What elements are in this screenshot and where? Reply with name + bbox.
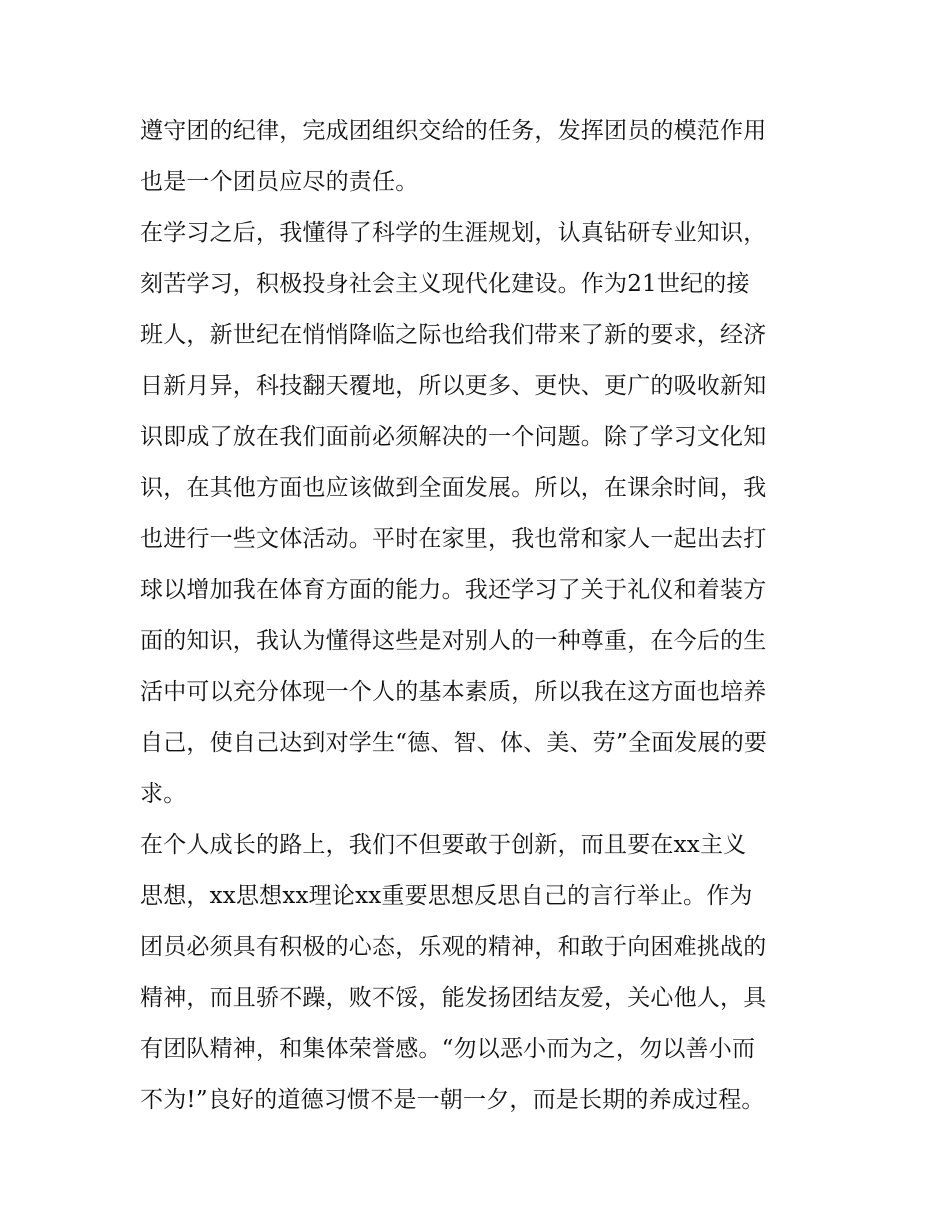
text-line: 也是一个团员应尽的责任。 [140, 169, 419, 195]
text-line: 精神，而且骄不躁，败不馁，能发扬团结友爱，关心他人，具 [140, 985, 767, 1011]
text-line: 活中可以充分体现一个人的基本素质，所以我在这方面也培养 [140, 679, 767, 705]
text-line: 刻苦学习，积极投身社会主义现代化建设。作为21世纪的接 [140, 271, 750, 297]
text-line: 识，在其他方面也应该做到全面发展。所以，在课余时间，我 [140, 475, 767, 501]
text-line: 球以增加我在体育方面的能力。我还学习了关于礼仪和着装方 [140, 577, 767, 603]
text-line: 有团队精神，和集体荣誉感。“勿以恶小而为之，勿以善小而 [140, 1036, 756, 1062]
text-line: 不为!”良好的道德习惯不是一朝一夕，而是长期的养成过程。 [140, 1087, 765, 1113]
text-line: 面的知识，我认为懂得这些是对别人的一种尊重，在今后的生 [140, 628, 767, 654]
text-line: 在学习之后，我懂得了科学的生涯规划，认真钻研专业知识， [140, 220, 767, 246]
text-line: 思想，xx思想xx理论xx重要思想反思自己的言行举止。作为 [140, 883, 753, 909]
text-line: 日新月异，科技翻天覆地，所以更多、更快、更广的吸收新知 [140, 373, 767, 399]
text-line: 班人，新世纪在悄悄降临之际也给我们带来了新的要求，经济 [140, 322, 767, 348]
text-line: 在个人成长的路上，我们不但要敢于创新，而且要在xx主义 [140, 832, 747, 858]
text-line: 自己，使自己达到对学生“德、智、体、美、劳”全面发展的要 [140, 730, 768, 756]
text-line: 求。 [140, 781, 187, 807]
text-line: 遵守团的纪律，完成团组织交给的任务，发挥团员的模范作用 [140, 118, 767, 144]
text-line: 识即成了放在我们面前必须解决的一个问题。除了学习文化知 [140, 424, 767, 450]
text-line: 团员必须具有积极的心态，乐观的精神，和敢于向困难挑战的 [140, 934, 767, 960]
body-text [140, 106, 820, 1126]
text-line: 也进行一些文体活动。平时在家里，我也常和家人一起出去打 [140, 526, 767, 552]
